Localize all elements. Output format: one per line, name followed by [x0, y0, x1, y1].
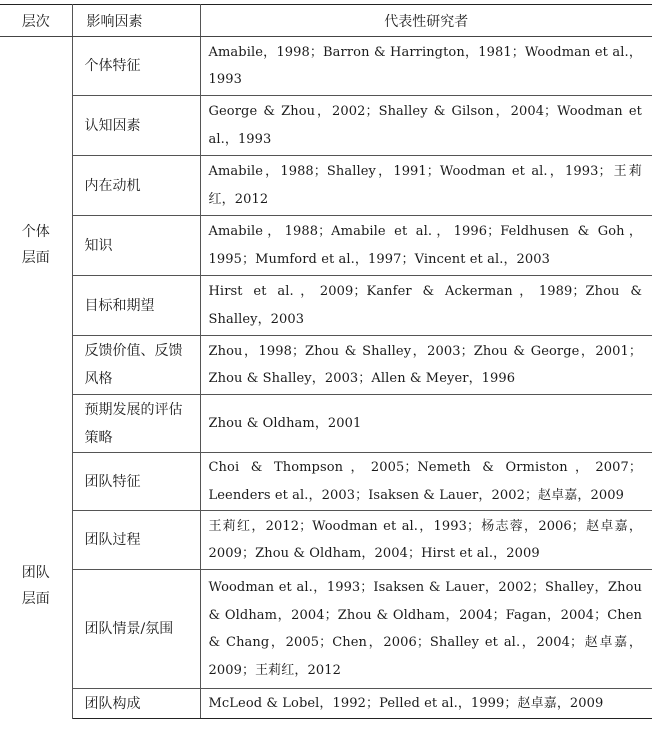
factor-cell: 反馈价值、反馈风格 [72, 336, 200, 395]
researchers-cell: George & Zhou，2002；Shalley & Gilson，2004；Woodman et al.，1993 [200, 96, 652, 156]
table-row [0, 216, 652, 276]
factor-cell: 认知因素 [72, 96, 200, 156]
table-row [0, 570, 652, 689]
research-factors-table [0, 4, 652, 719]
table-row [0, 156, 652, 216]
researchers-cell: Woodman et al.，1993；Isaksen & Lauer，2002；Shalley，Zhou & Oldham，2004；Zhou & Oldham，2004；Fagan，2004；Chen & Chang，2005；Chen，2006；Shalley et al.，2004；赵卓嘉，2009；王莉红，2012 [200, 570, 652, 689]
level-cell: 团队 层面 [0, 453, 72, 719]
header-level: 层次 [0, 5, 72, 37]
header-researchers: 代表性研究者 [200, 5, 652, 37]
header-row [0, 5, 652, 37]
table-row [0, 336, 652, 395]
researchers-cell: Zhou，1998；Zhou & Shalley，2003；Zhou & George，2001；Zhou & Shalley，2003；Allen & Meyer，1996 [200, 336, 652, 395]
factor-cell: 个体特征 [72, 37, 200, 96]
factor-cell: 预期发展的评估策略 [72, 395, 200, 453]
researchers-cell: Zhou & Oldham，2001 [200, 395, 652, 453]
table-row [0, 453, 652, 511]
table-row [0, 96, 652, 156]
level-cell: 个体 层面 [0, 37, 72, 453]
factor-cell: 内在动机 [72, 156, 200, 216]
table-row [0, 37, 652, 96]
researchers-cell: Choi & Thompson，2005；Nemeth & Ormiston，2007；Leenders et al.，2003；Isaksen & Lauer，2002；赵卓嘉，2009 [200, 453, 652, 511]
researchers-cell: Amabile，1988；Shalley，1991；Woodman et al.，1993；王莉红，2012 [200, 156, 652, 216]
table-row [0, 511, 652, 570]
researchers-cell: Hirst et al.，2009；Kanfer & Ackerman，1989；Zhou & Shalley，2003 [200, 276, 652, 336]
factor-cell: 团队特征 [72, 453, 200, 511]
researchers-cell: McLeod & Lobel，1992；Pelled et al.，1999；赵卓嘉，2009 [200, 689, 652, 719]
researchers-cell: 王莉红，2012；Woodman et al.，1993；杨志蓉，2006；赵卓嘉，2009；Zhou & Oldham，2004；Hirst et al.，2009 [200, 511, 652, 570]
header-factor: 影响因素 [72, 5, 200, 37]
factor-cell: 团队情景/氛围 [72, 570, 200, 689]
table-row [0, 395, 652, 453]
factor-cell: 团队构成 [72, 689, 200, 719]
researchers-cell: Amabile，1988；Amabile et al.，1996；Feldhusen & Goh，1995；Mumford et al.，1997；Vincent et al.，2003 [200, 216, 652, 276]
researchers-cell: Amabile，1998；Barron & Harrington，1981；Woodman et al.，1993 [200, 37, 652, 96]
table-row [0, 276, 652, 336]
factor-cell: 团队过程 [72, 511, 200, 570]
factor-cell: 目标和期望 [72, 276, 200, 336]
table-row [0, 689, 652, 719]
factor-cell: 知识 [72, 216, 200, 276]
